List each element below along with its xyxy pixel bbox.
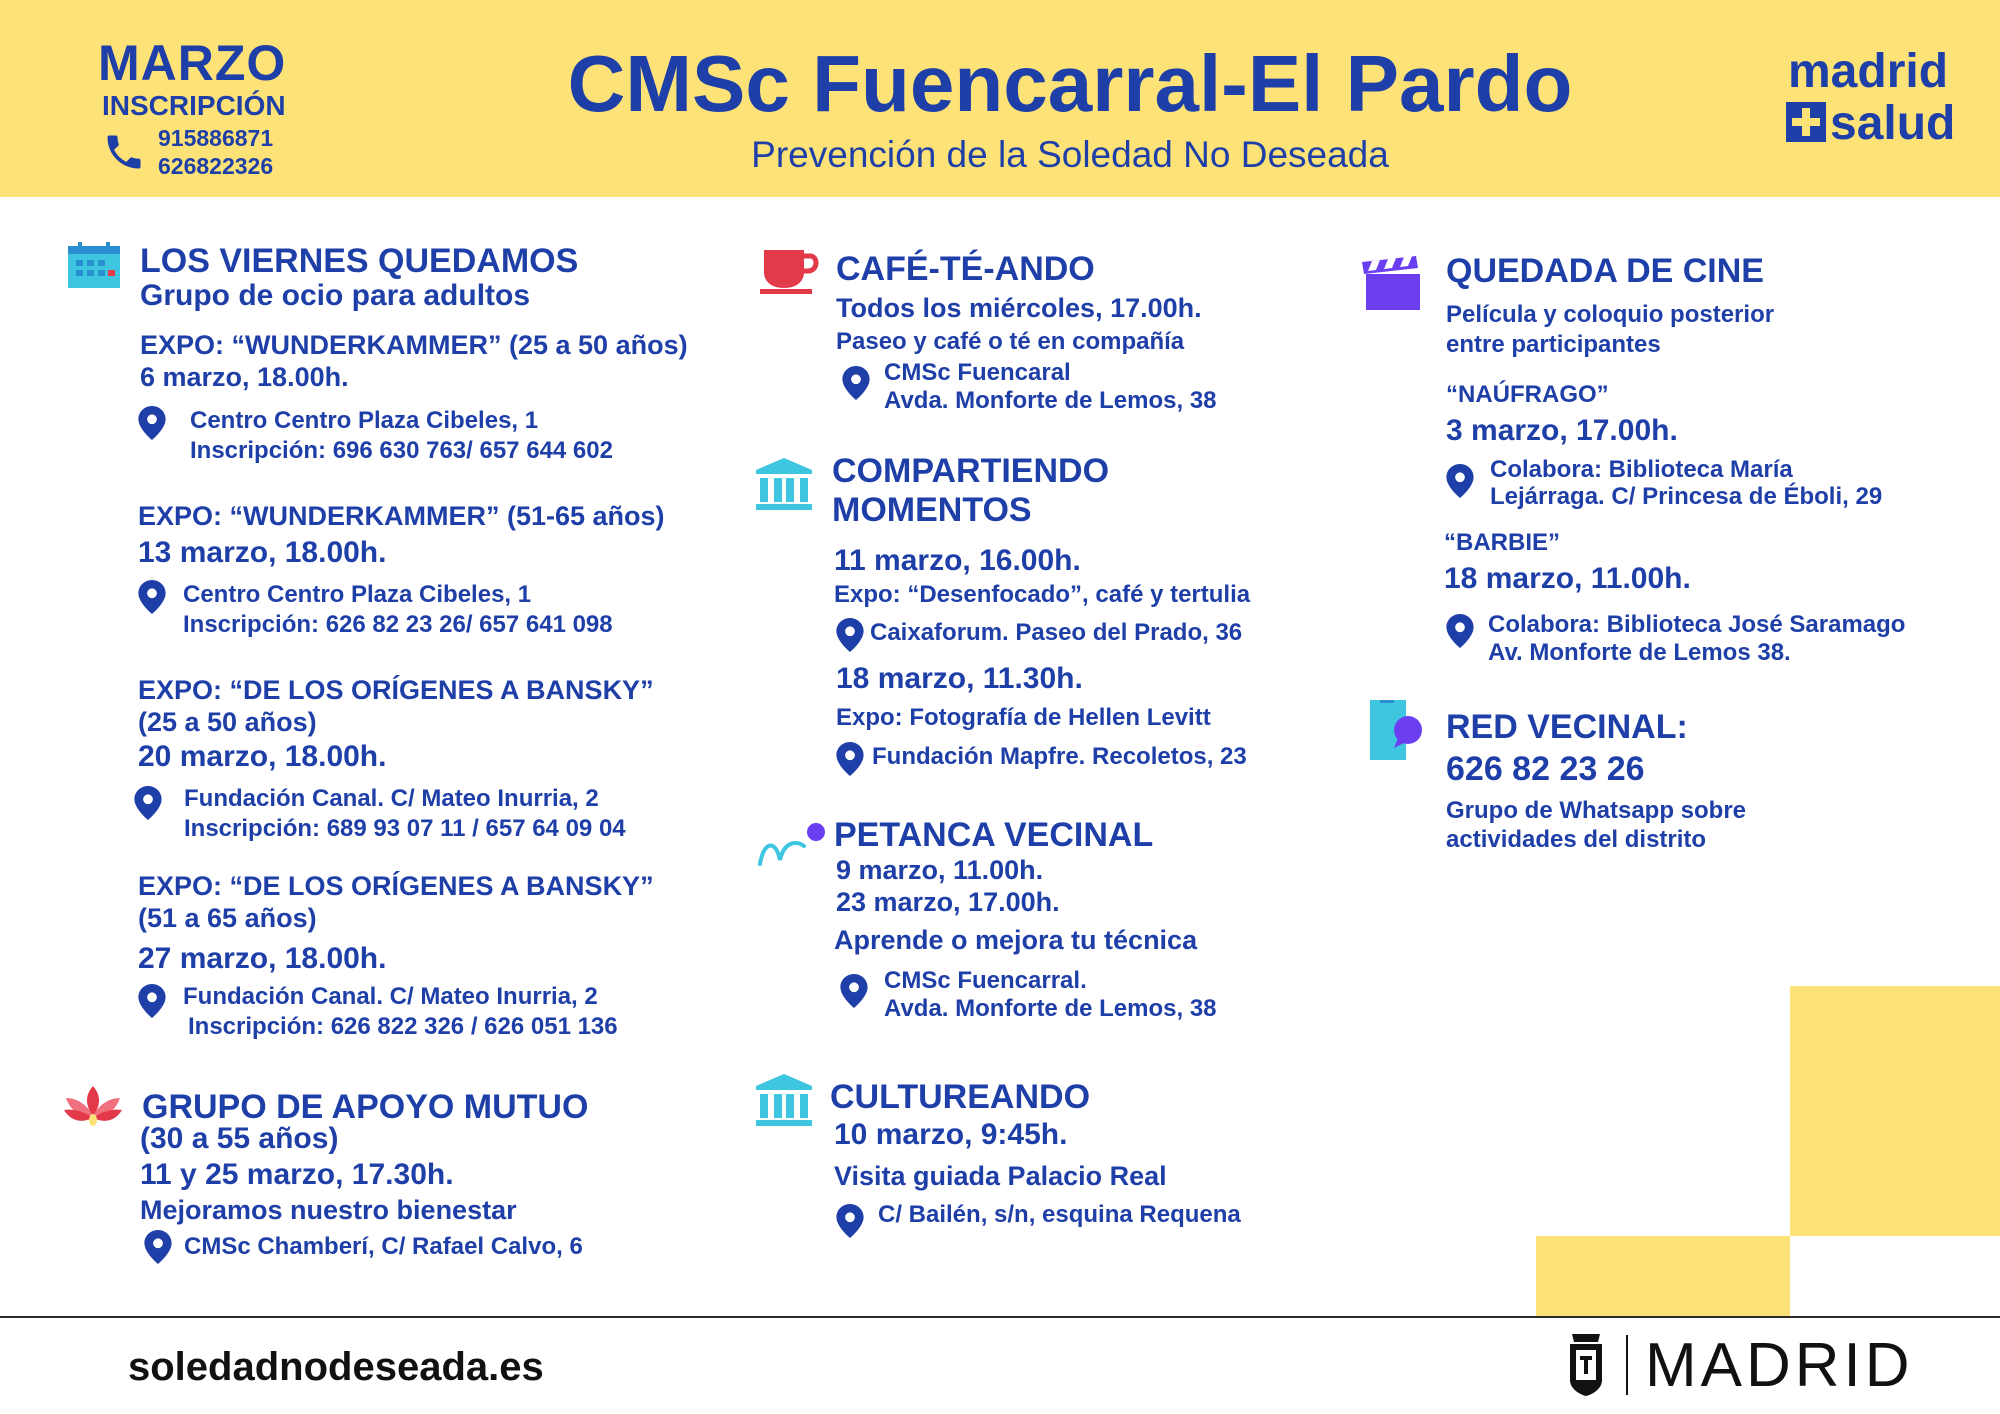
- compartiendo-place-2: Fundación Mapfre. Recoletos, 23: [872, 743, 1247, 770]
- phone-1[interactable]: 915886871: [158, 125, 274, 151]
- location-pin-icon: [1446, 464, 1474, 498]
- red-phone[interactable]: 626 82 23 26: [1446, 750, 1645, 788]
- event-inscription: Inscripción: 626 822 326 / 626 051 136: [188, 1013, 618, 1040]
- petanca-icon: [756, 820, 826, 866]
- event-date: 13 marzo, 18.00h.: [138, 536, 387, 569]
- madrid-coat-of-arms-icon: [1566, 1334, 1606, 1396]
- red-title: RED VECINAL:: [1446, 708, 1688, 746]
- location-pin-icon: [138, 406, 166, 440]
- compartiendo-title-2: MOMENTOS: [832, 491, 1032, 529]
- red-desc-2: actividades del distrito: [1446, 826, 1707, 853]
- film-1-date: 3 marzo, 17.00h.: [1446, 414, 1678, 447]
- film-2-place-2: Av. Monforte de Lemos 38.: [1488, 639, 1791, 666]
- event-place: Centro Centro Plaza Cibeles, 1: [190, 407, 539, 434]
- apoyo-title: GRUPO DE APOYO MUTUO: [142, 1088, 589, 1126]
- phone-2[interactable]: 626822326: [158, 153, 274, 179]
- cine-desc-2: entre participantes: [1446, 331, 1661, 358]
- footer-divider: [0, 1316, 2000, 1318]
- petanca-desc: Aprende o mejora tu técnica: [834, 925, 1198, 955]
- event-inscription: Inscripción: 689 93 07 11 / 657 64 09 04: [184, 815, 626, 842]
- event-name: EXPO: “DE LOS ORÍGENES A BANSKY”: [138, 675, 654, 705]
- location-pin-icon: [842, 366, 870, 400]
- cultureando-place: C/ Bailén, s/n, esquina Requena: [878, 1201, 1241, 1228]
- event-date: 6 marzo, 18.00h.: [140, 362, 349, 392]
- footer-separator: [1626, 1335, 1628, 1395]
- cross-logo-icon: [1786, 102, 1826, 142]
- cafe-date: Todos los miércoles, 17.00h.: [836, 293, 1202, 323]
- cine-desc-1: Película y coloquio posterior: [1446, 301, 1775, 328]
- madrid-salud-logo-line1: madrid: [1788, 45, 1949, 98]
- museum-icon: [756, 1074, 812, 1126]
- coffee-cup-icon: [760, 248, 820, 294]
- phone-icon: [102, 130, 146, 174]
- phone-numbers: [158, 124, 273, 180]
- cultureando-desc: Visita guiada Palacio Real: [834, 1161, 1167, 1191]
- petanca-place-1: CMSc Fuencarral.: [884, 967, 1087, 994]
- location-pin-icon: [134, 786, 162, 820]
- compartiendo-desc-1: Expo: “Desenfocado”, café y tertulia: [834, 581, 1251, 608]
- apoyo-place: CMSc Chamberí, C/ Rafael Calvo, 6: [184, 1233, 583, 1260]
- red-desc-1: Grupo de Whatsapp sobre: [1446, 797, 1747, 824]
- location-pin-icon: [1446, 614, 1474, 648]
- petanca-date-2: 23 marzo, 17.00h.: [836, 887, 1060, 917]
- clapperboard-icon: [1362, 256, 1424, 310]
- event-inscription: Inscripción: 626 82 23 26/ 657 641 098: [183, 611, 613, 638]
- location-pin-icon: [138, 984, 166, 1018]
- petanca-title: PETANCA VECINAL: [834, 816, 1154, 854]
- cultureando-title: CULTUREANDO: [830, 1078, 1091, 1116]
- chat-phone-icon: [1370, 700, 1422, 762]
- calendar-icon: [68, 242, 120, 288]
- event-date: 20 marzo, 18.00h.: [138, 740, 387, 773]
- petanca-place-2: Avda. Monforte de Lemos, 38: [884, 995, 1217, 1022]
- lotus-icon: [62, 1082, 124, 1130]
- cine-title: QUEDADA DE CINE: [1446, 252, 1764, 290]
- viernes-title: LOS VIERNES QUEDAMOS: [140, 242, 579, 280]
- event-age: (25 a 50 años): [138, 707, 317, 737]
- apoyo-desc: Mejoramos nuestro bienestar: [140, 1195, 517, 1225]
- museum-icon: [756, 458, 812, 510]
- location-pin-icon: [840, 974, 868, 1008]
- film-1-place-1: Colabora: Biblioteca María: [1490, 456, 1793, 483]
- compartiendo-desc-2: Expo: Fotografía de Hellen Levitt: [836, 704, 1211, 731]
- event-name: EXPO: “WUNDERKAMMER” (51-65 años): [138, 501, 665, 531]
- cafe-place-2: Avda. Monforte de Lemos, 38: [884, 387, 1217, 414]
- page-title: CMSc Fuencarral-El Pardo: [567, 39, 1573, 128]
- event-age: (51 a 65 años): [138, 903, 317, 933]
- month-label: MARZO: [98, 35, 287, 91]
- compartiendo-place-1: Caixaforum. Paseo del Prado, 36: [870, 619, 1243, 646]
- cafe-desc: Paseo y café o té en compañía: [836, 328, 1185, 355]
- madrid-salud-logo-line2: salud: [1830, 97, 1956, 150]
- cafe-title: CAFÉ-TÉ-ANDO: [836, 250, 1095, 288]
- apoyo-date: 11 y 25 marzo, 17.30h.: [140, 1158, 454, 1191]
- event-place: Fundación Canal. C/ Mateo Inurria, 2: [183, 983, 598, 1010]
- page-subtitle: Prevención de la Soledad No Deseada: [751, 134, 1389, 175]
- cafe-place-1: CMSc Fuencaral: [884, 359, 1071, 386]
- inscription-label: INSCRIPCIÓN: [102, 90, 286, 121]
- compartiendo-title-1: COMPARTIENDO: [832, 452, 1110, 490]
- event-inscription: Inscripción: 696 630 763/ 657 644 602: [190, 437, 613, 464]
- film-2-place-1: Colabora: Biblioteca José Saramago: [1488, 611, 1906, 638]
- event-date: 27 marzo, 18.00h.: [138, 942, 387, 975]
- viernes-subtitle: Grupo de ocio para adultos: [140, 279, 531, 312]
- event-place: Centro Centro Plaza Cibeles, 1: [183, 581, 532, 608]
- location-pin-icon: [138, 580, 166, 614]
- event-name: EXPO: “DE LOS ORÍGENES A BANSKY”: [138, 871, 654, 901]
- film-2-title: “BARBIE”: [1444, 529, 1561, 556]
- location-pin-icon: [144, 1230, 172, 1264]
- decor-block: [1790, 986, 2000, 1236]
- apoyo-age: (30 a 55 años): [140, 1122, 339, 1155]
- event-name: EXPO: “WUNDERKAMMER” (25 a 50 años): [140, 330, 688, 360]
- film-1-place-2: Lejárraga. C/ Princesa de Éboli, 29: [1490, 483, 1883, 510]
- petanca-date-1: 9 marzo, 11.00h.: [836, 855, 1044, 885]
- decor-block: [1536, 1236, 1790, 1316]
- event-place: Fundación Canal. C/ Mateo Inurria, 2: [184, 785, 599, 812]
- film-2-date: 18 marzo, 11.00h.: [1444, 562, 1691, 595]
- website-link[interactable]: soledadnodeseada.es: [128, 1345, 544, 1389]
- film-1-title: “NAÚFRAGO”: [1446, 381, 1609, 408]
- location-pin-icon: [836, 1204, 864, 1238]
- cultureando-date: 10 marzo, 9:45h.: [834, 1118, 1068, 1151]
- compartiendo-date-1: 11 marzo, 16.00h.: [834, 544, 1081, 577]
- madrid-brand: MADRID: [1645, 1331, 1914, 1400]
- compartiendo-date-2: 18 marzo, 11.30h.: [836, 662, 1083, 695]
- location-pin-icon: [836, 742, 864, 776]
- location-pin-icon: [836, 618, 864, 652]
